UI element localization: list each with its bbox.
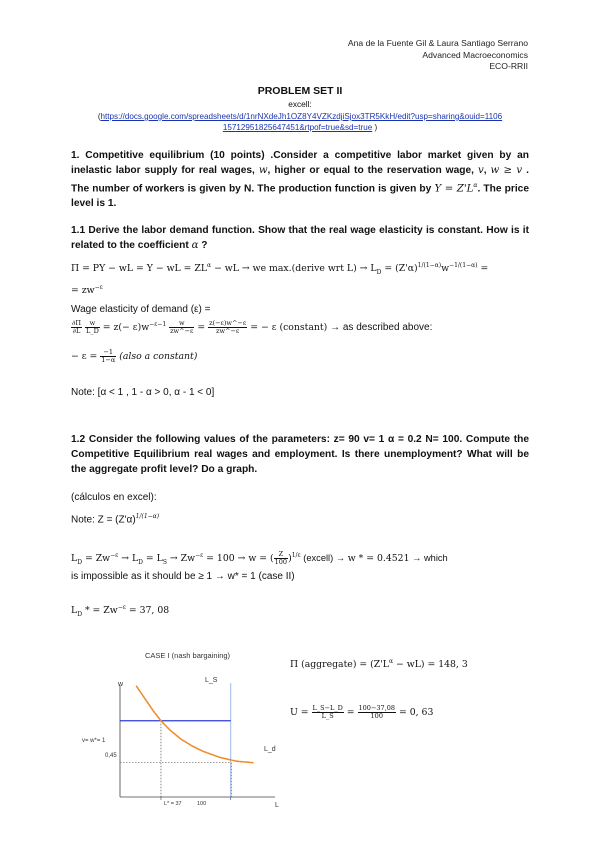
- x-axis-label: L: [275, 802, 279, 809]
- ld-c: = 37, 08: [125, 605, 170, 617]
- eq1-sup: α: [207, 262, 212, 269]
- employment-equation: [71, 604, 169, 618]
- profit-sup: α: [388, 658, 394, 665]
- s1-fn: Y = Z'L: [434, 183, 474, 195]
- eqg: ): [288, 553, 292, 564]
- eqd: = L: [142, 553, 163, 564]
- eps-frac-d: 1−α: [101, 356, 116, 364]
- u-eq: =: [346, 707, 355, 718]
- employment-tick-label: L* = 37: [164, 801, 182, 807]
- link-line2[interactable]: 15712951825647451&rtpof=true&sd=true: [222, 123, 373, 132]
- eqd-sub: S: [162, 558, 167, 566]
- eqa: L: [71, 553, 78, 564]
- eqf: = 100 → w = (: [203, 553, 274, 564]
- aggregate-profit-equation: [290, 658, 468, 670]
- frac-u1: [312, 705, 344, 720]
- elast-a: = z(− ε)w: [102, 322, 150, 333]
- eq1-exp1: 1/(1−α): [417, 262, 442, 269]
- u-frac-d: L_S: [321, 712, 334, 720]
- elasticity-label: Wage elasticity of demand (ε) =: [71, 304, 211, 315]
- alpha-note: Note: [α < 1 , 1 - α > 0, α - 1 < 0]: [71, 387, 215, 398]
- eq1-main: Π = PY − wL = Y − wL = ZL: [71, 263, 208, 275]
- eq-which: → which: [409, 553, 448, 563]
- excel-calc-note: (cálculos en excel):: [71, 492, 157, 503]
- chart-geometry: [120, 683, 275, 800]
- ld-sub: D: [77, 610, 82, 618]
- eq-excell: (excell) →: [300, 553, 348, 563]
- s1-w: w: [258, 165, 268, 176]
- s1-alpha: α: [473, 182, 478, 189]
- link-line1[interactable]: https://docs.google.com/spreadsheets/d/1nrNXdeJh1OZ8Y4VZKzdjiSjox3TR5KkH/edit?usp=sharing&ouid=1106: [100, 112, 503, 121]
- eq-wstar: w * = 0.4521: [347, 553, 410, 564]
- ld-sup: −ε: [117, 604, 126, 611]
- eqg-sup: 1/ε: [291, 551, 301, 559]
- document-header: [348, 38, 528, 73]
- demand-label: L_d: [264, 746, 276, 753]
- excel-label: excell:: [288, 99, 312, 109]
- s1-text-d: . The number of workers is given by N. The production function is given by: [71, 165, 529, 195]
- eqe-sup: −ε: [195, 551, 204, 559]
- q12-heading: 1.2 Consider the following values of the parameters: z= 90 v= 1 α = 0.2 N= 100. Compute the Competitive Equilibrium real wages and employment. Is there unemployment? What will be the aggregate profit level? Do a graph.: [71, 434, 529, 475]
- spreadsheet-link[interactable]: [60, 111, 540, 133]
- s1-text-a: 1. Competitive equilibrium (10 points) .Consider a competitive labor market given by an inelastic labor supply for real wages,: [71, 150, 529, 176]
- eq1-end3: =: [477, 263, 489, 275]
- eqa-sub: D: [77, 558, 82, 566]
- wage-level-label: v= w*= 1: [82, 738, 106, 744]
- eq1-exp2: −1/(1−α): [449, 262, 478, 269]
- profit-a: Π (aggregate) = (Z'L: [290, 659, 389, 671]
- eqc: → L: [118, 553, 139, 564]
- note-z: Note: Z = (Z'α): [71, 514, 136, 526]
- eqc-sub: D: [138, 558, 143, 566]
- frac1-d: ∂L: [72, 327, 81, 335]
- q11-alpha: α: [191, 240, 199, 251]
- link-open-paren: (: [97, 112, 101, 121]
- section1-heading: [71, 148, 529, 211]
- eqb: = Zw: [82, 553, 111, 564]
- elast-sup: −ε−1: [149, 320, 167, 328]
- labor-force-tick-label: 100: [197, 801, 207, 807]
- z-note: [71, 513, 159, 525]
- frac-dpi-dl: [71, 320, 82, 335]
- elast-tail: → as described above:: [327, 322, 433, 333]
- eq2-sup: −ε: [94, 284, 103, 291]
- frac-eps: [100, 349, 116, 364]
- s1-text-c: ,: [483, 165, 487, 176]
- frac1-n: ∂Π: [72, 319, 82, 327]
- s1-text-e: . The price level is 1.: [71, 183, 530, 210]
- eqe: → Zw: [166, 553, 196, 564]
- eqfrac-d: 100: [274, 558, 288, 566]
- y-axis-label: w: [118, 681, 124, 688]
- u-b: = 0, 63: [398, 707, 434, 718]
- note-z-exp: 1/(1−α): [135, 513, 160, 520]
- eq1-end1: = (Z'α): [381, 263, 418, 275]
- frac2-n: w: [85, 320, 100, 328]
- eps-a: − ε =: [71, 351, 98, 362]
- frac3-d: zw^−ε: [170, 327, 194, 335]
- s1-text-b: , higher or equal to the reservation wage,: [267, 165, 478, 176]
- eq2-main: = zw: [71, 285, 95, 297]
- frac2-d: L_D: [86, 327, 99, 335]
- eq1-end2: w: [441, 263, 450, 275]
- ld-b: * = Zw: [82, 605, 118, 617]
- frac4-n: z(−ε)w^−ε: [209, 319, 247, 327]
- frac-w-ld: [85, 320, 100, 335]
- eps-frac-n: −1: [100, 349, 116, 357]
- equilibrium-wage-equation: [71, 551, 448, 566]
- q11-heading: [71, 223, 529, 253]
- profit-b: − wL) = 148, 3: [393, 659, 468, 671]
- unemployment-equation: [290, 705, 433, 720]
- frac4-d: zw^−ε: [216, 327, 240, 335]
- u-frac2-d: 100: [370, 712, 383, 720]
- authors: Ana de la Fuente Gil & Laura Santiago Serrano: [347, 38, 528, 48]
- frac-zew: [208, 320, 247, 335]
- frac-z-100: [274, 551, 288, 566]
- link-close-paren: ): [372, 123, 378, 132]
- eq1-sub: D: [376, 268, 382, 276]
- wage-conclusion: is impossible as it should be ≥ 1 → w* = 1 (case II): [71, 571, 295, 582]
- labor-demand-equation: [71, 284, 103, 296]
- labor-market-chart: [80, 645, 290, 815]
- ld-a: L: [71, 605, 78, 617]
- course-name: Advanced Macroeconomics: [422, 49, 528, 60]
- eq1-rest: − wL → we max.(derive wrt L) → L: [211, 263, 377, 275]
- elast-b: = − ε (constant): [247, 322, 328, 333]
- frac3-n: w: [169, 320, 194, 328]
- labor-demand-curve: [137, 686, 253, 762]
- profit-derivation-equation: [71, 262, 488, 276]
- q11-text-a: 1.1 Derive the labor demand function. Show that the real wage elasticity is constant. How is it related to the coefficient: [71, 225, 529, 251]
- course-code: ECO-RRII: [489, 61, 528, 71]
- eqfrac-n: Z: [274, 551, 288, 559]
- frac-u2: [358, 705, 396, 720]
- low-wage-label: 0,45: [105, 753, 117, 759]
- chart-title: CASE I (nash bargaining): [145, 651, 231, 660]
- page-title: PROBLEM SET II: [257, 85, 343, 97]
- u-frac-n: L_S−L_D: [312, 704, 343, 712]
- q11-text-b: ?: [198, 240, 208, 251]
- eqb-sup: −ε: [110, 551, 119, 559]
- s1-ineq: w ≥ v: [490, 165, 523, 176]
- s1-v: v: [477, 165, 484, 176]
- elasticity-equation: $\frac{\partial\Pi}{\partial L}$ $\frac{w}{L\_D}$ = $z(- \varepsilon)w^{-\varepsilon-1}$ $\frac{w}{zw\^{}-\varepsilon}$ = $\frac{z(-\varepsilon)w\^{}-\varepsilon}{zw\^{}-\varepsilon}$ = − ε (constant) → as described above:: [72, 319, 433, 335]
- eps-b: (also a constant): [116, 351, 198, 362]
- supply-label: L_S: [205, 677, 218, 684]
- u-frac2-n: 100−37,08: [358, 704, 395, 712]
- u-a: U =: [290, 707, 312, 718]
- frac-w-zw: [169, 320, 194, 335]
- epsilon-constant-equation: [71, 349, 197, 364]
